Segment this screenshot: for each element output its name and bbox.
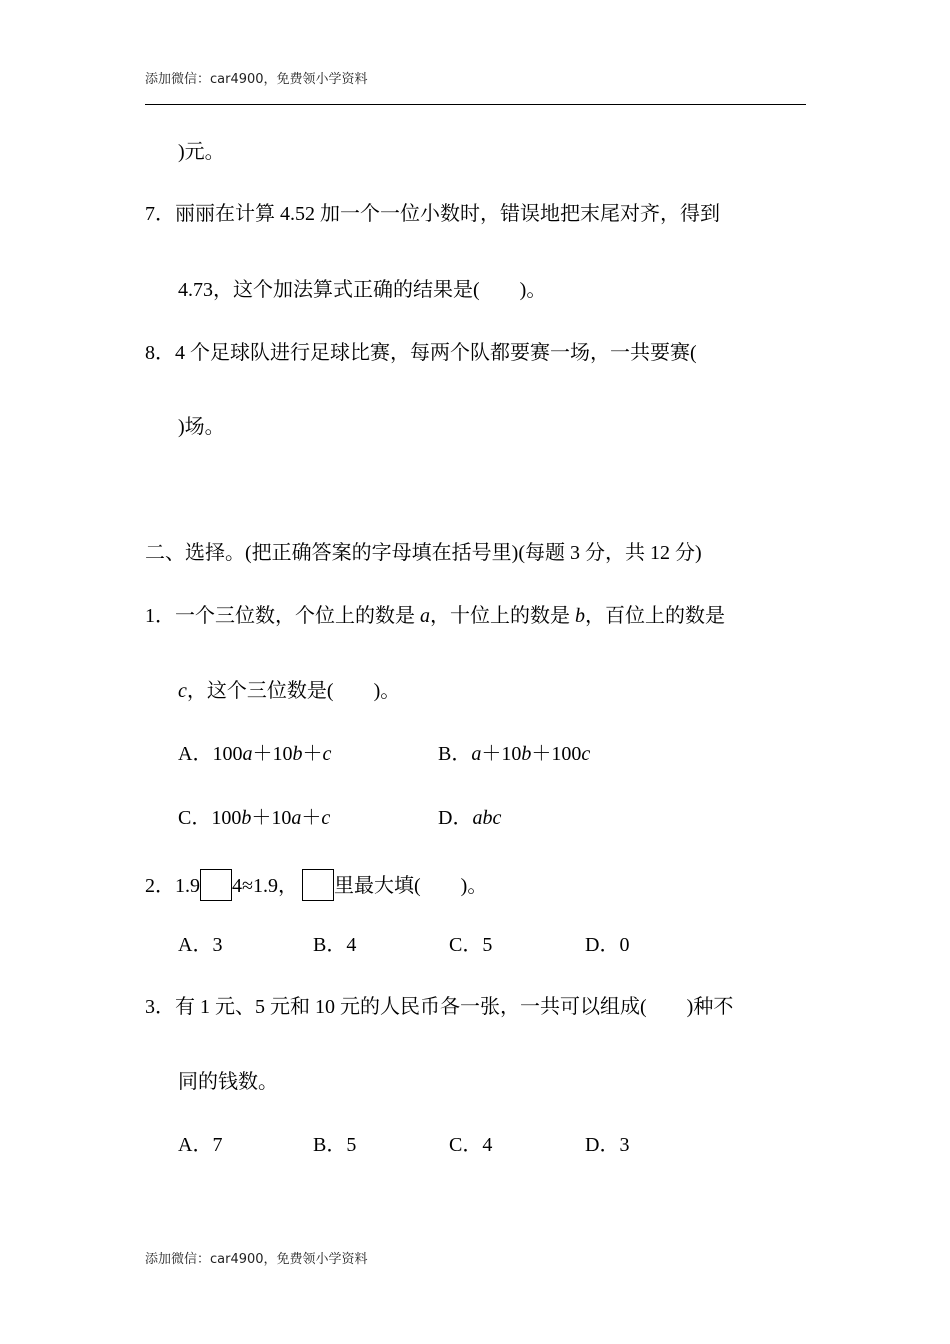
variable: a xyxy=(471,743,482,765)
choice-2-option-d: D．0 xyxy=(585,934,630,956)
variable: a xyxy=(242,743,253,765)
option-text: 100 xyxy=(211,807,242,829)
question-text: ，十位上的数是 xyxy=(430,605,575,627)
blank-box xyxy=(302,869,334,901)
choice-2-line-1 xyxy=(145,869,487,901)
variable: c xyxy=(322,743,332,765)
question-text: 4 个足球队进行足球比赛，每两个队都要赛一场，一共要赛( xyxy=(175,342,697,364)
option-label: D． xyxy=(438,807,473,829)
question-text: 4≈1.9， xyxy=(232,875,298,897)
choice-1-line-2 xyxy=(178,679,400,703)
variable: c xyxy=(581,743,591,765)
option-text: ＋100 xyxy=(531,743,582,765)
question-text: 有 1 元、5 元和 10 元的人民币各一张，一共可以组成( xyxy=(175,996,647,1018)
choice-3-line-2: 同的钱数。 xyxy=(178,1071,278,1093)
question-7-line-2 xyxy=(178,278,546,302)
question-number: 2． xyxy=(145,875,175,897)
option-text: ＋ xyxy=(301,807,322,829)
variable: c xyxy=(321,807,331,829)
option-label: B． xyxy=(438,743,472,765)
question-text: ，这个三位数是( xyxy=(186,680,334,702)
question-number: 8． xyxy=(145,342,175,364)
page-footer: 添加微信：car4900，免费领小学资料 xyxy=(145,1252,368,1267)
question-text: 丽丽在计算 4.52 加一个一位小数时，错误地把末尾对齐，得到 xyxy=(175,203,720,225)
option-text: ＋10 xyxy=(251,807,292,829)
choice-1-option-d xyxy=(438,806,501,830)
question-8-line-2: )场。 xyxy=(178,416,225,438)
question-text: 1.9 xyxy=(175,875,200,897)
choice-1-option-b xyxy=(438,742,590,766)
choice-3-option-c: C．4 xyxy=(449,1134,493,1156)
question-8-line-1 xyxy=(145,341,697,365)
variable: a xyxy=(420,605,430,627)
question-number: 3． xyxy=(145,996,175,1018)
variable: b xyxy=(241,807,252,829)
option-label: C． xyxy=(178,807,212,829)
choice-2-option-b: B．4 xyxy=(313,934,357,956)
question-number: 7． xyxy=(145,203,175,225)
question-text: )种不 xyxy=(686,996,734,1018)
choice-2-option-c: C．5 xyxy=(449,934,493,956)
choice-3-option-d: D．3 xyxy=(585,1134,630,1156)
question-number: 1． xyxy=(145,605,175,627)
choice-3-option-b: B．5 xyxy=(313,1134,357,1156)
header-divider xyxy=(145,104,806,105)
question-text: 里最大填( xyxy=(333,875,421,897)
question-text: ，百位上的数是 xyxy=(585,605,725,627)
option-text: ＋10 xyxy=(252,743,293,765)
question-text: )。 xyxy=(519,279,547,301)
variable: b xyxy=(575,605,585,627)
option-text: ＋ xyxy=(302,743,323,765)
variable: abc xyxy=(472,807,502,829)
choice-1-line-1 xyxy=(145,604,725,628)
variable: b xyxy=(521,743,532,765)
question-7-line-1 xyxy=(145,202,720,226)
option-text: ＋10 xyxy=(481,743,522,765)
question-text: 4.73，这个加法算式正确的结果是( xyxy=(178,279,480,301)
choice-1-option-c xyxy=(178,806,330,830)
choice-1-option-a xyxy=(178,742,331,766)
page-header: 添加微信：car4900，免费领小学资料 xyxy=(145,72,368,87)
variable: a xyxy=(291,807,302,829)
section-title: 二、选择。(把正确答案的字母填在括号里)(每题 3 分，共 12 分) xyxy=(145,542,702,564)
blank-box xyxy=(200,869,232,901)
choice-3-option-a: A．7 xyxy=(178,1134,223,1156)
choice-3-line-1 xyxy=(145,995,733,1019)
variable: b xyxy=(292,743,303,765)
choice-2-option-a: A．3 xyxy=(178,934,223,956)
variable: c xyxy=(178,680,187,702)
question-text: 一个三位数，个位上的数是 xyxy=(175,605,420,627)
question-text: )。 xyxy=(373,680,401,702)
continuation-text: )元。 xyxy=(178,141,225,163)
option-text: 100 xyxy=(212,743,243,765)
option-label: A． xyxy=(178,743,213,765)
question-text: )。 xyxy=(460,875,488,897)
